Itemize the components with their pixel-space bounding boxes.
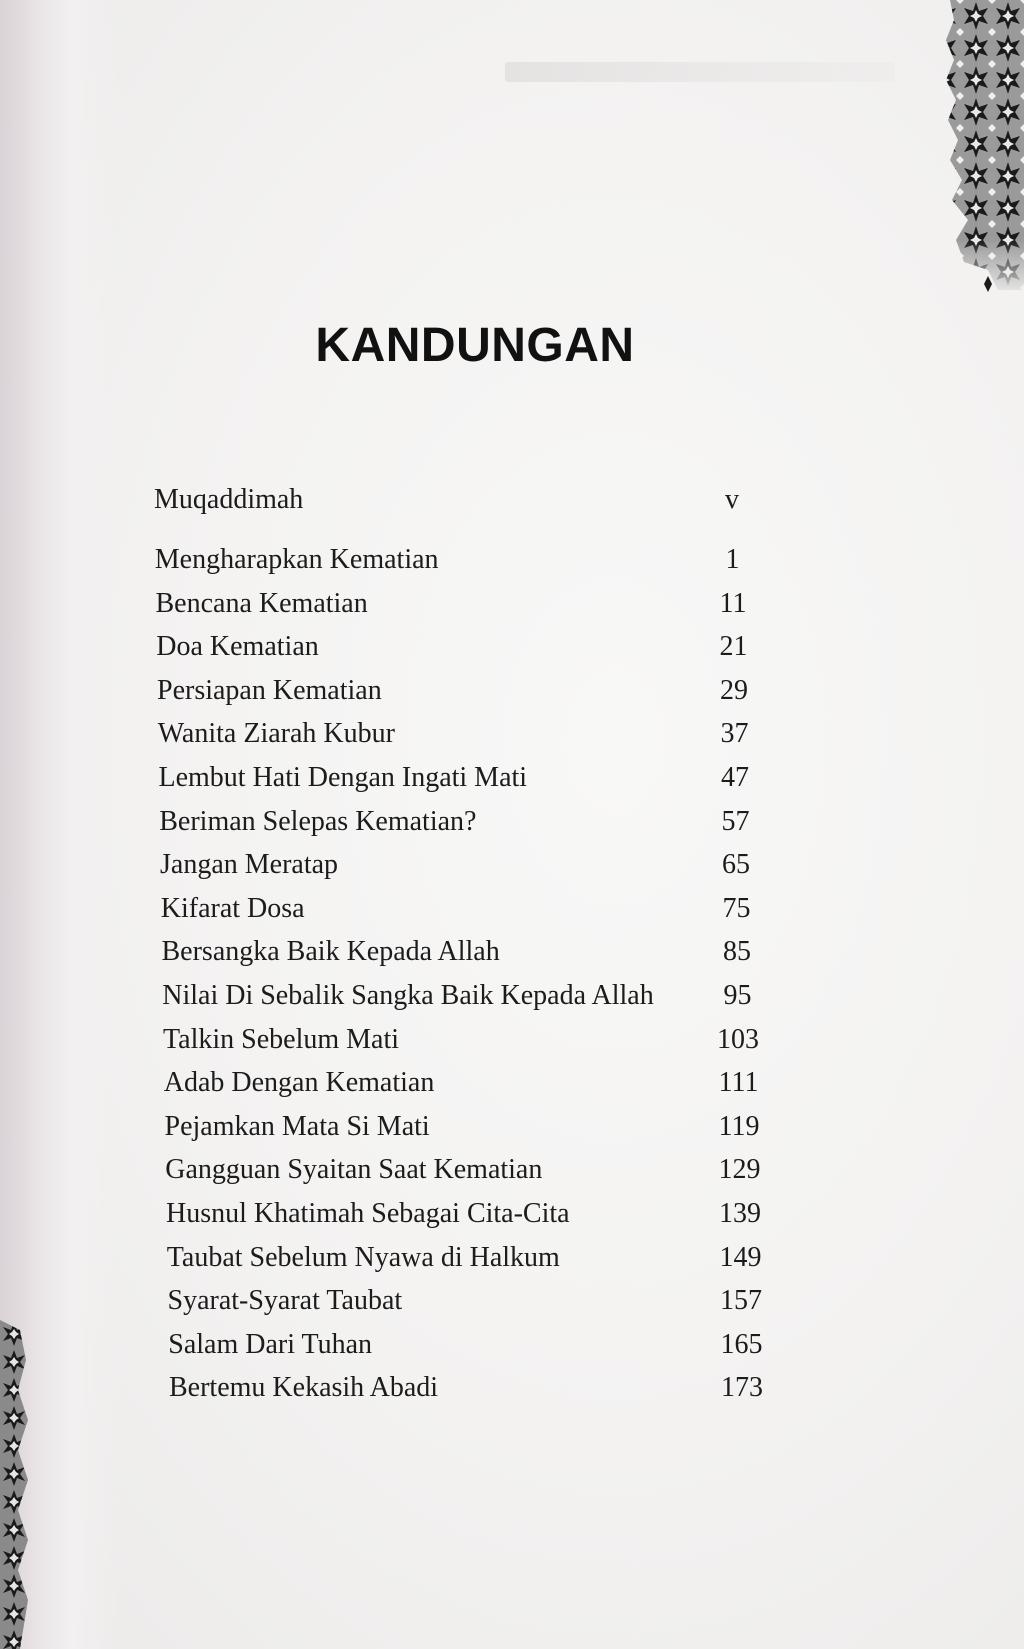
toc-entry-title: Nilai Di Sebalik Sangka Baik Kepada Allah [162, 980, 654, 1011]
toc-entry [154, 482, 804, 518]
toc-entry [169, 1370, 819, 1406]
toc-entry-page-number: 65 [722, 849, 750, 881]
toc-entry-title: Mengharapkan Kematian [154, 544, 439, 575]
toc-entry [156, 629, 806, 665]
toc-entry [159, 804, 809, 840]
toc-entry-page-number: 29 [720, 674, 748, 706]
toc-entry-title: Doa Kematian [156, 631, 319, 663]
toc-entry-page-number: 139 [719, 1198, 761, 1229]
toc-entry-title: Talkin Sebelum Mati [163, 1023, 400, 1055]
toc-entry [166, 1196, 816, 1232]
toc-entry-title: Bersangka Baik Kepada Allah [161, 936, 500, 968]
toc-entry [161, 891, 811, 927]
toc-entry-page-number: 85 [723, 936, 751, 968]
toc-entry [168, 1283, 818, 1319]
toc-entry-title: Persiapan Kematian [157, 674, 382, 706]
toc-entry [162, 978, 812, 1014]
toc-entry [156, 586, 806, 622]
toc-entry [155, 542, 805, 578]
toc-entry-title: Jangan Meratap [160, 849, 339, 881]
toc-entry-page-number: 173 [721, 1372, 763, 1404]
toc-entry-page-number: 21 [719, 631, 748, 663]
toc-entry [168, 1327, 818, 1363]
toc-entry [162, 934, 812, 970]
toc-entry-title: Syarat-Syarat Taubat [167, 1285, 403, 1317]
toc-entry [159, 760, 809, 796]
toc-entry-page-number: v [725, 484, 739, 515]
toc-entry-page-number: 165 [720, 1328, 763, 1360]
toc-entry-page-number: 157 [720, 1285, 762, 1317]
toc-entry [158, 716, 808, 752]
toc-entry-page-number: 57 [721, 805, 750, 837]
toc-entry-title: Taubat Sebelum Nyawa di Halkum [166, 1241, 560, 1273]
toc-entry-title: Bertemu Kekasih Abadi [169, 1372, 439, 1404]
page-title: KANDUNGAN [315, 319, 635, 372]
toc-entry [163, 1022, 813, 1058]
toc-entry [160, 847, 810, 883]
toc-entry-title: Muqaddimah [154, 484, 304, 515]
toc-entry [165, 1109, 815, 1145]
toc-entry-page-number: 111 [718, 1067, 759, 1099]
toc-entry-title: Pejamkan Mata Si Mati [164, 1110, 430, 1142]
toc-entry-title: Salam Dari Tuhan [168, 1328, 373, 1360]
toc-entry-page-number: 37 [720, 718, 749, 750]
toc-entry-title: Wanita Ziarah Kubur [157, 718, 395, 750]
toc-entry-page-number: 129 [718, 1154, 761, 1186]
toc-entry [157, 673, 807, 709]
toc-entry-page-number: 95 [723, 980, 752, 1011]
toc-entry-title: Beriman Selepas Kematian? [159, 805, 477, 837]
toc-entry [167, 1240, 817, 1276]
toc-entry-title: Kifarat Dosa [160, 892, 305, 924]
toc-entry-page-number: 11 [719, 587, 747, 619]
toc-entry-page-number: 75 [722, 892, 751, 924]
toc-entry-title: Gangguan Syaitan Saat Kematian [165, 1154, 543, 1186]
toc-entry-title: Adab Dengan Kematian [163, 1067, 435, 1099]
toc-entry-page-number: 47 [721, 762, 749, 793]
toc-entry-title: Husnul Khatimah Sebagai Cita-Cita [166, 1198, 570, 1229]
toc-entry-page-number: 119 [718, 1110, 760, 1142]
toc-entry-page-number: 1 [725, 544, 740, 575]
toc-entry-page-number: 149 [719, 1241, 762, 1273]
toc-entry [165, 1152, 815, 1188]
toc-entry-page-number: 103 [717, 1023, 759, 1055]
toc-entry-title: Bencana Kematian [155, 587, 368, 619]
toc-entry-title: Lembut Hati Dengan Ingati Mati [158, 762, 528, 793]
toc-entry [164, 1065, 814, 1101]
